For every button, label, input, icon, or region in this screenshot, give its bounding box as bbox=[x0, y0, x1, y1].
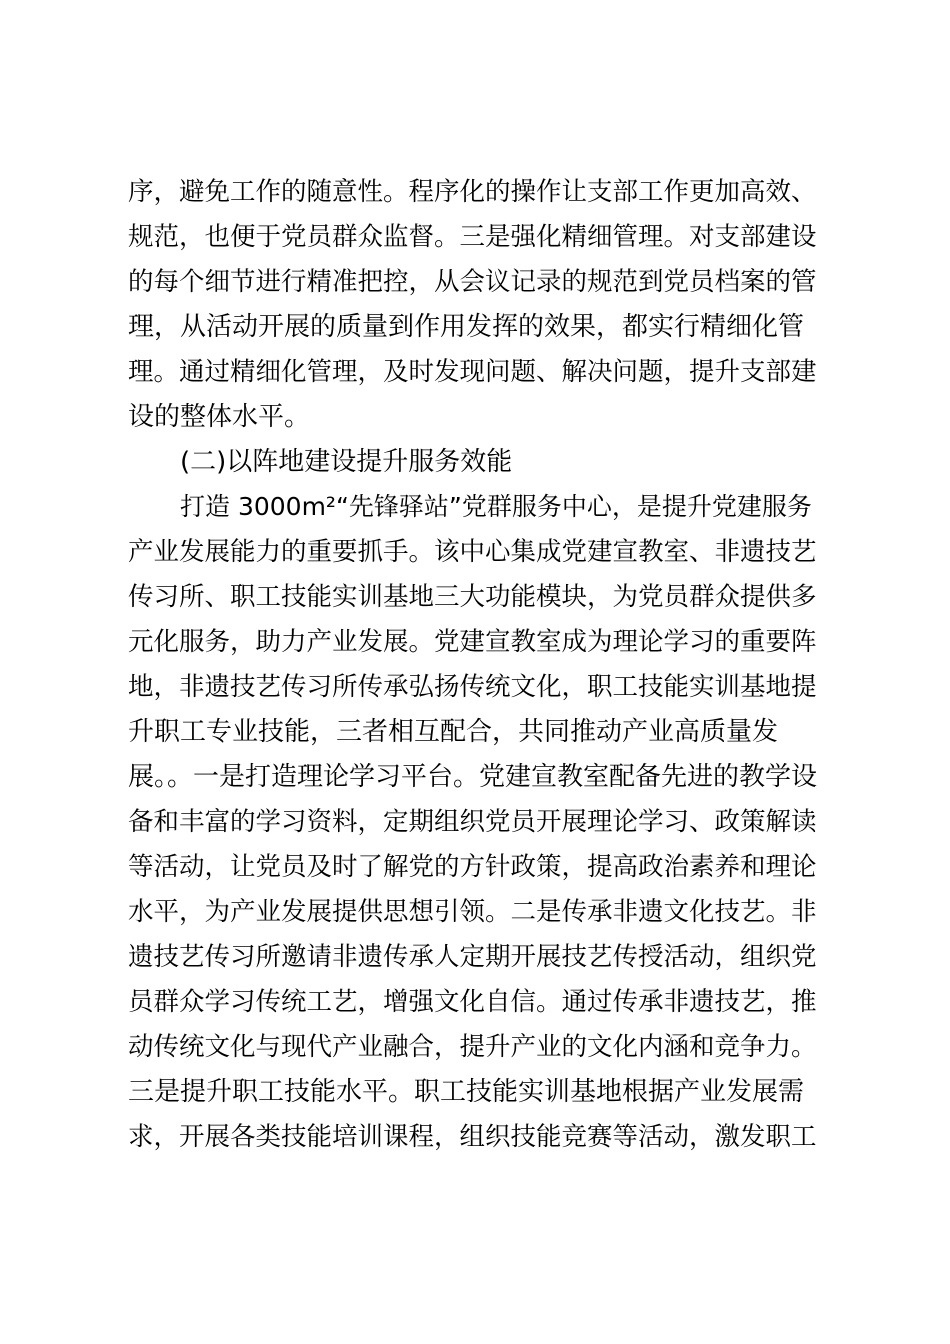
paragraph-first-line: 打造 3000m²“先锋驿站”党群服务中心，是提升党建服务 bbox=[180, 492, 812, 521]
text-line: 遗技艺传习所邀请非遗传承人定期开展技艺传授活动，组织党 bbox=[128, 942, 817, 972]
text-line: 产业发展能力的重要抓手。该中心集成党建宣教室、非遗技艺 bbox=[128, 537, 817, 567]
text-line: 员群众学习传统工艺，增强文化自信。通过传承非遗技艺，推 bbox=[128, 987, 817, 1017]
section-heading: (二)以阵地建设提升服务效能 bbox=[180, 447, 513, 477]
text-line: 地，非遗技艺传习所传承弘扬传统文化，职工技能实训基地提 bbox=[128, 672, 817, 702]
text-line: 的每个细节进行精准把控，从会议记录的规范到党员档案的管 bbox=[128, 267, 817, 297]
text-line: 序，避免工作的随意性。程序化的操作让支部工作更加高效、 bbox=[128, 177, 817, 207]
text-line: 水平，为产业发展提供思想引领。二是传承非遗文化技艺。非 bbox=[128, 897, 817, 927]
text-line: 元化服务，助力产业发展。党建宣教室成为理论学习的重要阵 bbox=[128, 627, 817, 657]
text-line: 理，从活动开展的质量到作用发挥的效果，都实行精细化管 bbox=[128, 312, 805, 342]
text-line: 求，开展各类技能培训课程，组织技能竞赛等活动，激发职工 bbox=[128, 1122, 817, 1152]
text-line: 展。。一是打造理论学习平台。党建宣教室配备先进的教学设 bbox=[128, 762, 818, 792]
text-line: 设的整体水平。 bbox=[128, 402, 311, 432]
text-line: 理。通过精细化管理，及时发现问题、解决问题，提升支部建 bbox=[128, 357, 817, 387]
text-line: 传习所、职工技能实训基地三大功能模块，为党员群众提供多 bbox=[128, 582, 817, 612]
text-line: 规范，也便于党员群众监督。三是强化精细管理。对支部建设 bbox=[128, 222, 817, 252]
text-line: 动传统文化与现代产业融合，提升产业的文化内涵和竞争力。 bbox=[128, 1032, 817, 1062]
text-line: 备和丰富的学习资料，定期组织党员开展理论学习、政策解读 bbox=[128, 807, 817, 837]
text-line: 等活动，让党员及时了解党的方针政策，提高政治素养和理论 bbox=[128, 852, 817, 882]
text-line: 升职工专业技能，三者相互配合，共同推动产业高质量发 bbox=[128, 717, 779, 747]
text-line: 三是提升职工技能水平。职工技能实训基地根据产业发展需 bbox=[128, 1077, 805, 1107]
